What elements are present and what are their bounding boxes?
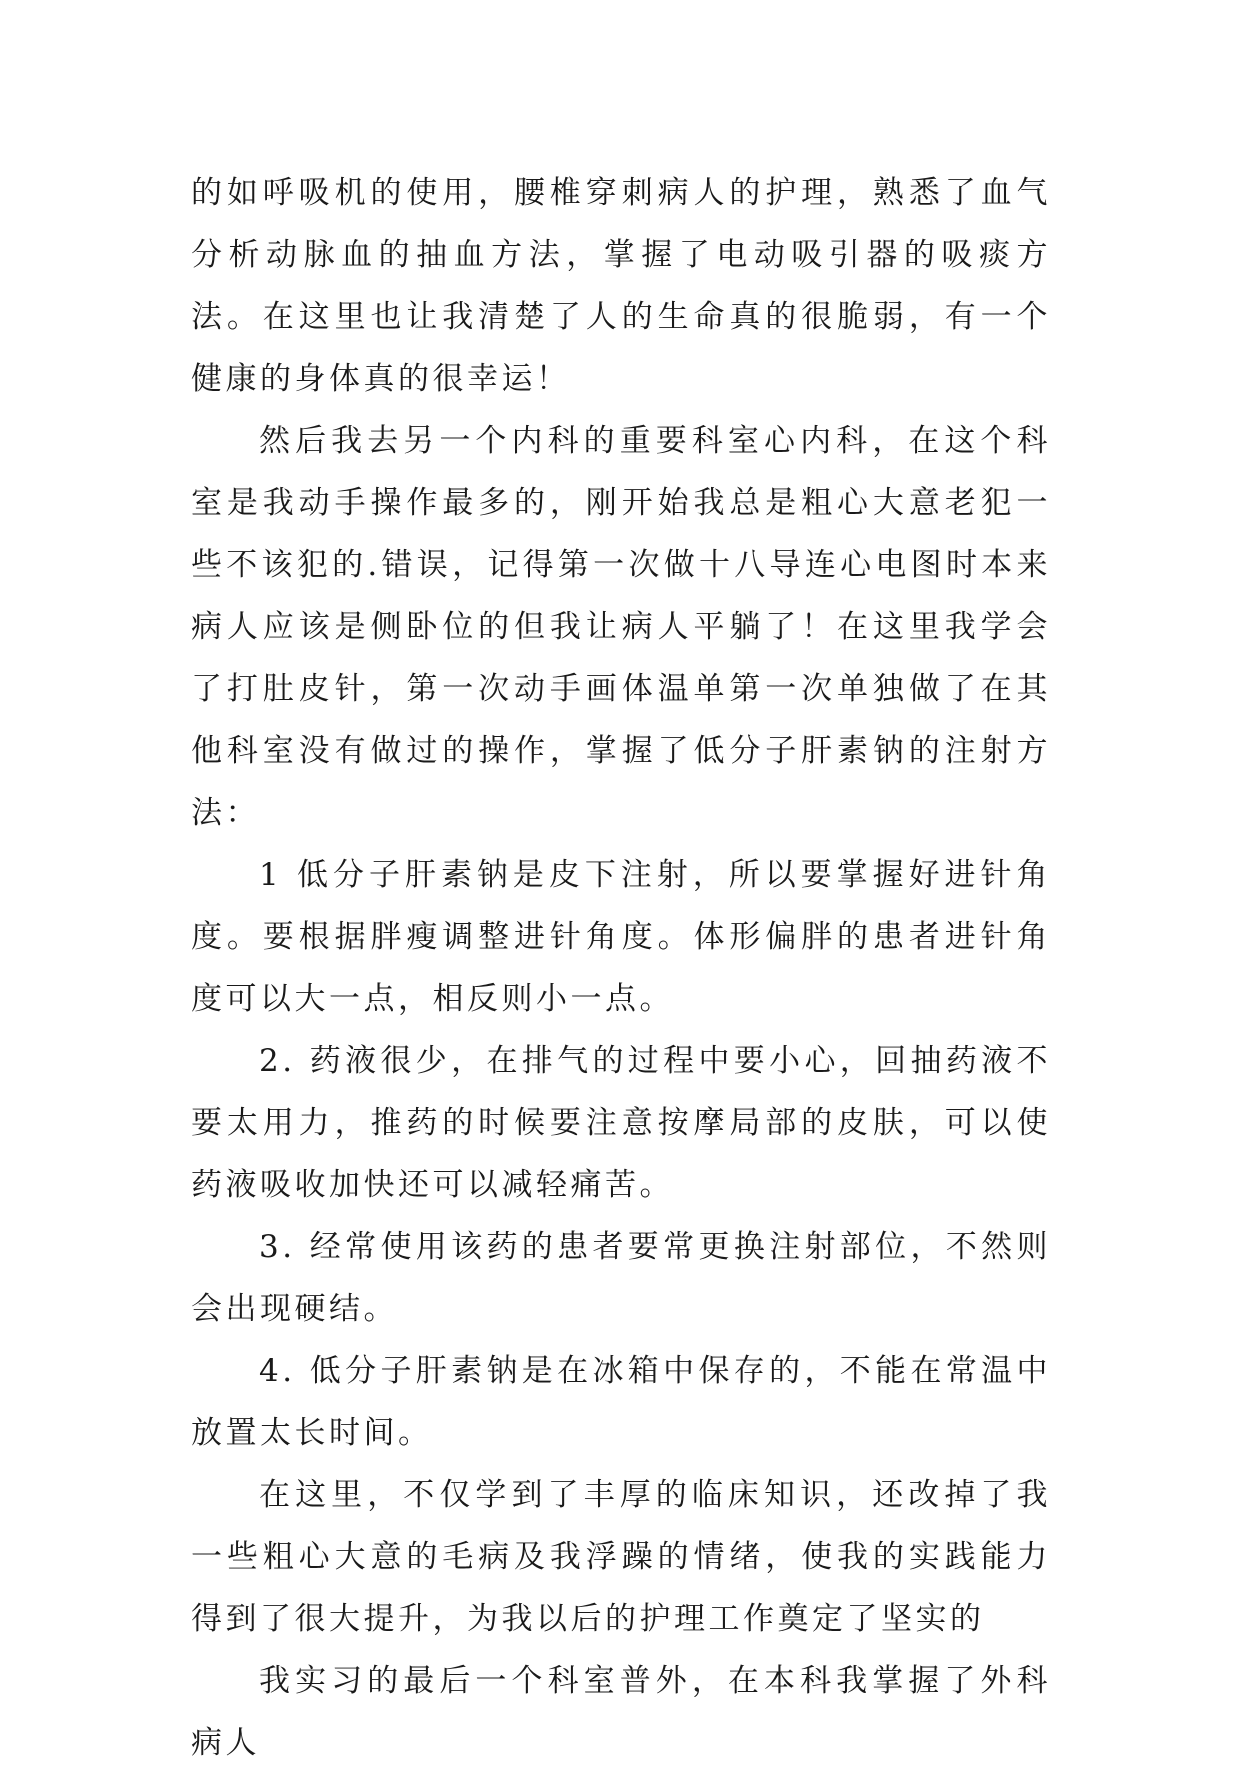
paragraph-surgery: 我实习的最后一个科室普外，在本科我掌握了外科病人 xyxy=(191,1663,1051,1761)
paragraph-cardiology: 然后我去另一个内科的重要科室心内科，在这个科室是我动手操作最多的，刚开始我总是粗心大意老犯一些不该犯的.错误，记得第一次做十八导连心电图时本来病人应该是侧卧位的但我让病人平躺了！在这里我学会了打肚皮针，第一次动手画体温单第一次单独做了在其他科室没有做过的操作，掌握了低分子肝素钠的注射方法： xyxy=(191,423,1051,831)
paragraph-continuation: 的如呼吸机的使用，腰椎穿刺病人的护理，熟悉了血气分析动脉血的抽血方法，掌握了电动吸引器的吸痰方法。在这里也让我清楚了人的生命真的很脆弱，有一个健康的身体真的很幸运！ xyxy=(191,175,1051,397)
list-item-4: 4. 低分子肝素钠是在冰箱中保存的，不能在常温中放置太长时间。 xyxy=(191,1353,1051,1451)
paragraph-summary: 在这里，不仅学到了丰厚的临床知识，还改掉了我一些粗心大意的毛病及我浮躁的情绪，使我的实践能力得到了很大提升，为我以后的护理工作奠定了坚实的 xyxy=(191,1477,1051,1637)
list-item-2: 2. 药液很少，在排气的过程中要小心，回抽药液不要太用力，推药的时候要注意按摩局部的皮肤，可以使药液吸收加快还可以减轻痛苦。 xyxy=(191,1043,1051,1203)
list-item-1: 1 低分子肝素钠是皮下注射，所以要掌握好进针角度。要根据胖瘦调整进针角度。体形偏胖的患者进针角度可以大一点，相反则小一点。 xyxy=(191,857,1051,1017)
document-body xyxy=(191,162,1051,1774)
list-item-3: 3. 经常使用该药的患者要常更换注射部位，不然则会出现硬结。 xyxy=(191,1229,1051,1327)
